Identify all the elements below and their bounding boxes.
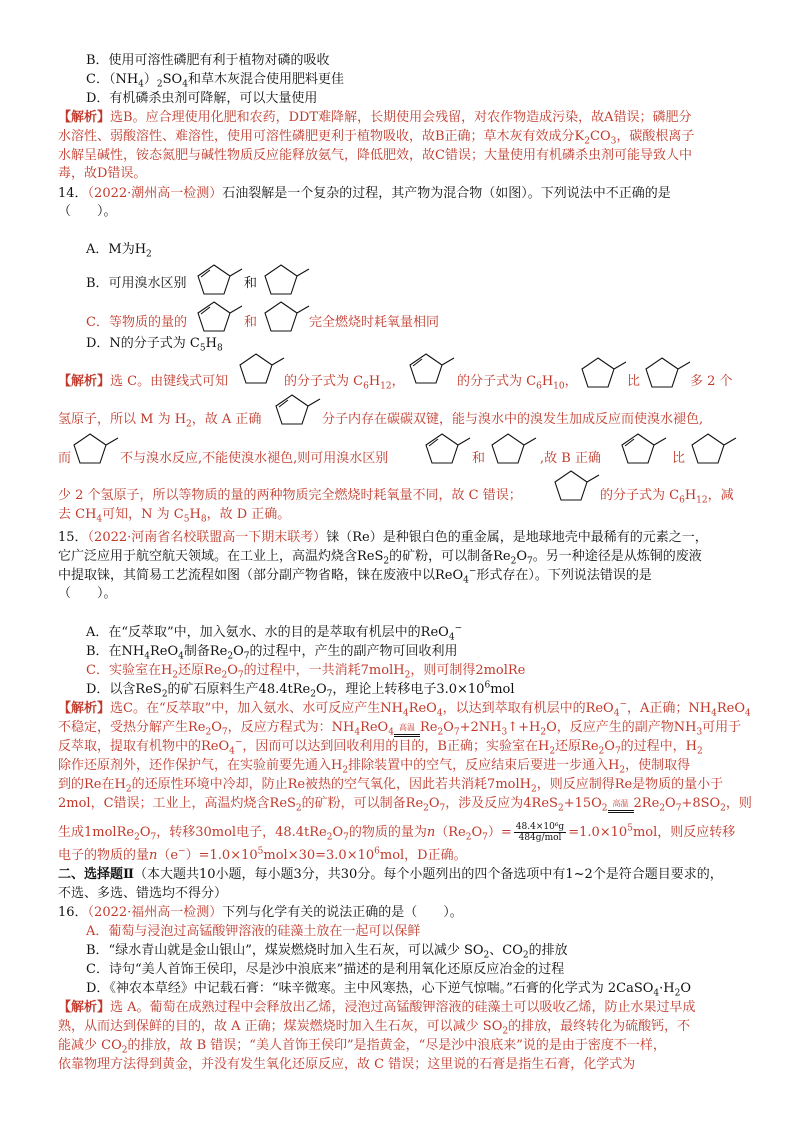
methylcyclopentane-icon — [555, 471, 599, 500]
q14-answer-l2a: 氢原子，所以 M 为 $H_2$，故 A 正确 — [58, 412, 262, 430]
q15-option-b: B．在$NH_4ReO_4$制备$Re_2O_7$的过程中，产生的副产物可回收利用 — [86, 644, 458, 662]
q15-answer-l5: 到的Re在$H_2$的还原性环境中冷却，防止Re被热的空气氧化，因此若共消耗7molH$_2$，则反应制得Re是物质的量小于 — [58, 777, 724, 795]
q14-answer-l1c: 的分子式为 $C_6H_{10}$， — [457, 374, 578, 392]
q15-paren: （ ）。 — [58, 586, 117, 601]
methylcyclopentane-icon — [265, 265, 309, 294]
methylcyclopentane-icon — [492, 434, 536, 463]
q15-answer-l2: 不稳定，受热分解产生$Re_2O_7$，反应方程式为：$NH_4ReO_4$高温 $Re_2O_7+2NH_3↑+H_2O$，反应产生的副产物$NH_3$可用于 — [58, 720, 742, 738]
q14-answer-l3b: 不与溴水反应,不能使溴水褪色,则可用溴水区别 — [120, 451, 389, 466]
methylcyclopentene-icon — [198, 265, 242, 294]
q14-answer-l1b: 的分子式为 $C_6H_{12}$， — [284, 374, 405, 392]
q14-option-d: D．N的分子式为 $C_5H_8$ — [86, 336, 223, 354]
q13-answer-l2: 水溶性、弱酸溶性、难溶性，使用可溶性磷肥更利于植物吸收，故B正确；草木灰有效成分$K_2CO_3$，碳酸根离子 — [58, 129, 695, 147]
high-temp-condition-arrow: 高温 — [608, 800, 634, 808]
methylcyclopentane-icon — [692, 434, 736, 463]
q15-option-c: C．实验室在$H_2$还原$Re_2O_7$的过程中，一共消耗7molH$_2$，则可制得2molRe — [86, 663, 526, 681]
q13-option-c: C．$(NH_4)_2SO_4$和草木灰混合使用肥料更佳 — [86, 72, 344, 90]
q14-option-a: A．M为$H_2$ — [86, 242, 152, 260]
q16-answer-l1: 【解析】选 A。葡萄在成熟过程中会释放出乙烯，浸泡过高锰酸钾溶液的硅藻土可以吸收乙烯，防止水果过早成 — [58, 1000, 696, 1015]
q15-answer-l8: 电子的物质的量$n(e^-)=1.0\times 10^5mol\times 30=3.0\times 10^6mol$，D正确。 — [58, 846, 467, 863]
q16-option-a: A．葡萄与浸泡过高锰酸钾溶液的硅藻土放在一起可以保鲜 — [86, 924, 421, 939]
q14-answer-l1a: 【解析】选 C。由键线式可知 — [58, 374, 229, 389]
q14-answer-l1e: 多 2 个 — [690, 374, 733, 389]
q15-option-a: A．在“反萃取”中，加入氨水、水的目的是萃取有机层中的ReO$_4$− — [86, 623, 463, 643]
methylcyclopentene-icon — [426, 434, 470, 463]
q14-answer-l3c: 和 — [472, 451, 486, 466]
q16-option-d: D．《神农本草经》中记载石膏：“味辛微寒。主中风寒热，心下逆气惊喘。”石膏的化学式为 $2CaSO_4\cdot H_2O$ — [86, 981, 692, 999]
q13-answer-l3: 水解呈碱性，铵态氮肥与碱性物质反应能释放氨气，降低肥效，故C错误；大量使用有机磷杀虫剂可能导致人中 — [58, 148, 692, 163]
q16-answer-l2: 熟，从而达到保鲜的目的，故 A 正确；煤炭燃烧时加入生石灰，可以减少 $SO_2$的排放，最终转化为硫酸钙，不 — [58, 1019, 691, 1037]
q14-answer-l3e: 比 — [672, 451, 686, 466]
methylcyclopentane-icon — [74, 434, 118, 463]
q16-option-b: B．“绿水青山就是金山银山”，煤炭燃烧时加入生石灰，可以减少 $SO_2$、$CO_2$的排放 — [86, 943, 568, 961]
q14-option-c-end: 完全燃烧时耗氧量相同 — [309, 315, 440, 330]
methylcyclopentane-icon — [265, 302, 309, 331]
q13-answer-l1: 【解析】选B。应合理使用化肥和农药，DDT难降解，长期使用会残留，对农作物造成污染，故A错误；磷肥分 — [58, 110, 692, 125]
structural-formulas — [0, 0, 794, 540]
q15-answer-l7: 生成$1molRe_2O_7$，转移30mol电子，$48.4tRe_2O_7$的物质的量为$n(Re_2O_7)=$ $\frac{\text{48.4×10⁶g}}{\text{484g/mol}}$ $=1.0\times 10^5mol$，则反应转移 — [58, 822, 736, 843]
q16-answer-l3: 能减少 $CO_2$的排放，故 B 错误；“美人首饰王侯印”是指黄金，“尽是沙中浪底来”说的是由于密度不一样， — [58, 1038, 666, 1056]
q15-stem-l2: 它广泛应用于航空航天领域。在工业上，高温灼烧含ReS$_2$的矿粉，可以制备$Re_2O_7$。另一种途径是从炼铜的废液 — [58, 549, 702, 567]
q13-option-b: B．使用可溶性磷肥有利于植物对磷的吸收 — [86, 53, 330, 68]
q16-stem: 16．（2022·福州高一检测）下列与化学有关的说法正确的是（ ）。 — [58, 905, 463, 920]
q14-option-c: C．等物质的量的 — [86, 315, 187, 330]
q16-option-c: C．诗句“美人首饰王侯印，尽是沙中浪底来”描述的是利用氧化还原反应冶金的过程 — [86, 962, 565, 977]
q15-stem-l1: 15．（2022·河南省名校联盟高一下期末联考）铼（Re）是种银白色的重金属，是地球地壳中最稀有的元素之一， — [58, 530, 708, 545]
q14-answer-l2c: 分子内存在碳碳双键，能与溴水中的溴发生加成反应而使溴水褪色, — [322, 412, 704, 427]
q14-stem: 14．（2022·潮州高一检测）石油裂解是一个复杂的过程，其产物为混合物（如图）。下列说法中不正确的是 — [58, 186, 671, 201]
q13-answer-l4: 毒，故D错误。 — [58, 166, 147, 181]
q15-answer-l3: 反萃取，提取有机物中的ReO$_4$−，因而可以达到回收利用的目的，B正确；实验室在$H_2$还原$Re_2O_7$的过程中，$H_2$ — [58, 737, 703, 757]
q16-answer-l4: 依靠物理方法得到黄金，并没有发生氧化还原反应，故 C 错误；这里说的石膏是指生石膏，化学式为 — [58, 1057, 636, 1072]
q14-option-c-and: 和 — [244, 315, 258, 330]
section-2-desc: 不选、多选、错选均不得分） — [58, 886, 228, 901]
q14-option-b: B．可用溴水区别 — [86, 276, 187, 291]
q15-option-d: D．以含ReS$_2$的矿石原料生产$48.4tRe_2O_7$，理论上转移电子$3.0\times 10^6mol$ — [86, 680, 515, 700]
q14-answer-l3d: ,故 B 正确 — [540, 451, 601, 466]
moles-fraction: $\frac{\text{48.4×10⁶g}}{\text{484g/mol}}$ — [515, 822, 565, 843]
q14-answer-l4b: 的分子式为 $C_6H_{12}$，减 — [600, 488, 734, 506]
q13-option-d: D．有机磷杀虫剂可降解，可以大量使用 — [86, 91, 318, 106]
methylcyclopentene-icon — [198, 302, 242, 331]
heat-condition-arrow: 高温 — [394, 724, 420, 732]
q14-paren: （ ）。 — [58, 204, 117, 219]
methylcyclopentane-icon — [582, 358, 626, 387]
q14-answer-l3a: 而 — [58, 451, 72, 466]
section-2-header: 二、选择题Ⅱ（本大题共10小题，每小题3分，共30分。每个小题列出的四个备选项中有1~2个是符合题目要求的， — [58, 867, 723, 882]
q14-answer-l1d: 比 — [627, 374, 641, 389]
methylcyclopentane-icon — [646, 358, 690, 387]
q14-option-b-and: 和 — [244, 276, 258, 291]
q14-answer-l4a: 少 2 个氢原子，所以等物质的量的两种物质完全燃烧时耗氧量不同，故 C 错误； — [58, 488, 522, 503]
q15-answer-l6: 2mol，C错误；工业上，高温灼烧含ReS$_2$的矿粉，可以制备$Re_2O_7$，涉及反应为$4ReS_2+15O_2$高温 $2Re_2O_7+8SO_2$，则 — [58, 796, 752, 814]
q15-answer-l1: 【解析】选C。在“反萃取”中，加入氨水、水可反应产生$NH_4ReO_4$，以达到萃取有机层中的ReO$_4$−，A正确；$NH_4ReO_4$ — [58, 699, 751, 719]
q14-answer-l5: 去 $CH_4$可知，N 为 $C_5H_8$，故 D 正确。 — [58, 507, 291, 525]
methylcyclopentane-icon — [240, 354, 284, 383]
q15-answer-l4: 除作还原剂外，还作保护气，在实验前要先通入$H_2$排除装置中的空气，反应结束后要进一步通入$H_2$，使制取得 — [58, 758, 691, 776]
methylcyclopentene-icon — [410, 354, 454, 383]
methylcyclopentene-icon — [622, 434, 666, 463]
methylcyclopentene-icon — [276, 395, 320, 424]
q15-stem-l3: 中提取铼，其简易工艺流程如图（部分副产物省略，铼在废液中以ReO$_4$−形式存在）。下列说法错误的是 — [58, 566, 652, 586]
